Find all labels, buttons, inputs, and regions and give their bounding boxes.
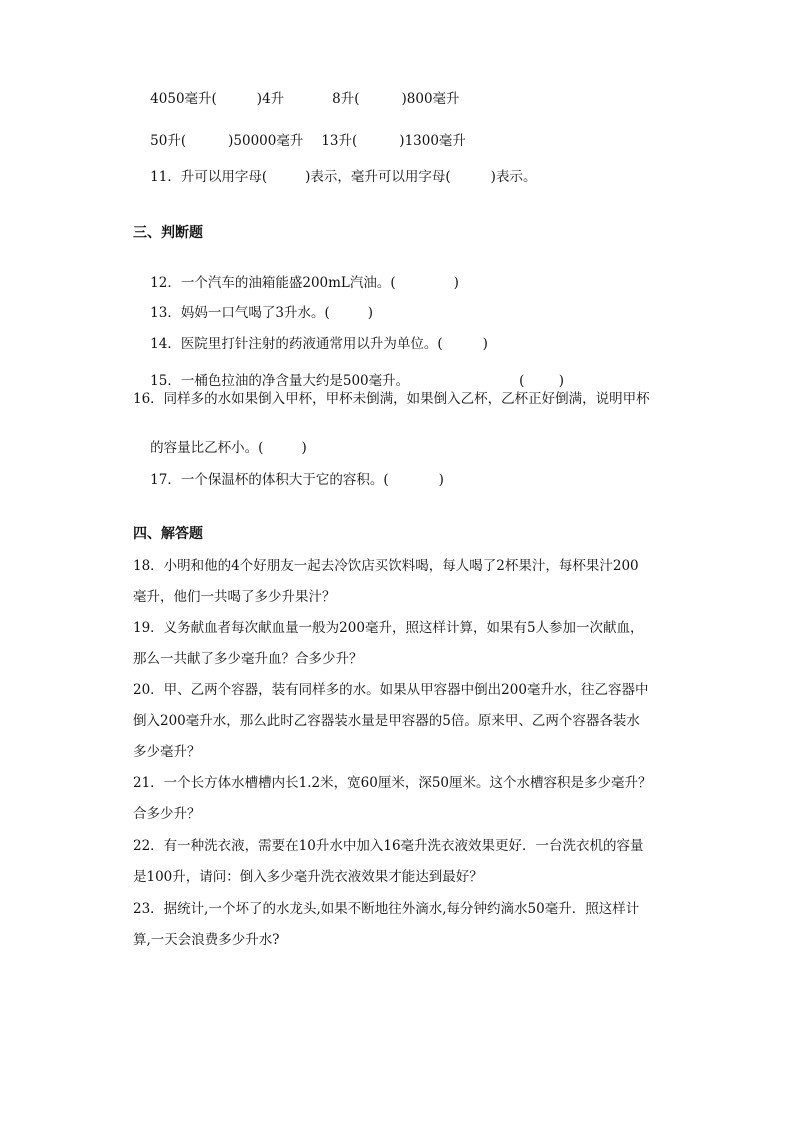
question-21-line-1: 21．一个长方体水槽槽内长1.2米，宽60厘米，深50厘米。这个水槽容积是多少毫升？ bbox=[133, 775, 652, 791]
question-17: 17．一个保温杯的体积大于它的容积。( ) bbox=[150, 472, 444, 488]
compare-50l-right: )50000毫升 bbox=[228, 133, 304, 149]
compare-8l-left: 8升( bbox=[332, 91, 360, 107]
question-15: 15．一桶色拉油的净含量大约是500毫升。 ( ) bbox=[150, 373, 564, 389]
compare-4050ml-right: )4升 bbox=[256, 91, 285, 107]
question-20-line-3: 多少毫升？ bbox=[133, 744, 201, 760]
question-18-line-2: 毫升，他们一共喝了多少升果汁？ bbox=[133, 589, 336, 605]
question-19-line-1: 19．义务献血者每次献血量一般为200毫升，照这样计算，如果有5人参加一次献血， bbox=[133, 620, 644, 636]
question-18-line-1: 18．小明和他的4个好朋友一起去冷饮店买饮料喝，每人喝了2杯果汁，每杯果汁200 bbox=[133, 558, 639, 574]
question-23-line-1: 23．据统计,一个坏了的水龙头,如果不断地往外滴水,每分钟约滴水50毫升．照这样计 bbox=[133, 901, 640, 917]
compare-13l-right: )1300毫升 bbox=[399, 133, 466, 149]
question-14: 14．医院里打针注射的药液通常用以升为单位。( ) bbox=[150, 336, 488, 352]
compare-8l-right: )800毫升 bbox=[401, 91, 460, 107]
question-19-line-2: 那么一共献了多少毫升血？合多少升？ bbox=[133, 651, 363, 667]
compare-4050ml-left: 4050毫升( bbox=[150, 91, 217, 107]
question-22-line-1: 22．有一种洗衣液，需要在10升水中加入16毫升洗衣液效果更好．一台洗衣机的容量 bbox=[133, 838, 644, 854]
question-11: 11．升可以用字母( )表示，毫升可以用字母( )表示。 bbox=[150, 169, 537, 185]
question-13: 13．妈妈一口气喝了3升水。( ) bbox=[150, 305, 373, 321]
section-title-judgement: 三、判断题 bbox=[133, 225, 203, 241]
question-22-line-2: 是100升，请问：倒入多少毫升洗衣液效果才能达到最好？ bbox=[133, 869, 483, 885]
question-16-line-2: 的容量比乙杯小。( ) bbox=[150, 440, 307, 456]
question-12: 12．一个汽车的油箱能盛200mL汽油。( ) bbox=[150, 275, 459, 291]
compare-13l-left: 13升( bbox=[321, 133, 358, 149]
compare-50l-left: 50升( bbox=[150, 133, 187, 149]
question-23-line-2: 算,一天会浪费多少升水? bbox=[133, 932, 280, 948]
section-title-word-problems: 四、解答题 bbox=[133, 526, 203, 542]
question-16-line-1: 16．同样多的水如果倒入甲杯，甲杯未倒满，如果倒入乙杯，乙杯正好倒满，说明甲杯 bbox=[133, 391, 650, 407]
question-21-line-2: 合多少升？ bbox=[133, 806, 201, 822]
question-20-line-1: 20．甲、乙两个容器，装有同样多的水。如果从甲容器中倒出200毫升水，往乙容器中 bbox=[133, 682, 649, 698]
question-20-line-2: 倒入200毫升水，那么此时乙容器装水量是甲容器的5倍。原来甲、乙两个容器各装水 bbox=[133, 713, 640, 729]
